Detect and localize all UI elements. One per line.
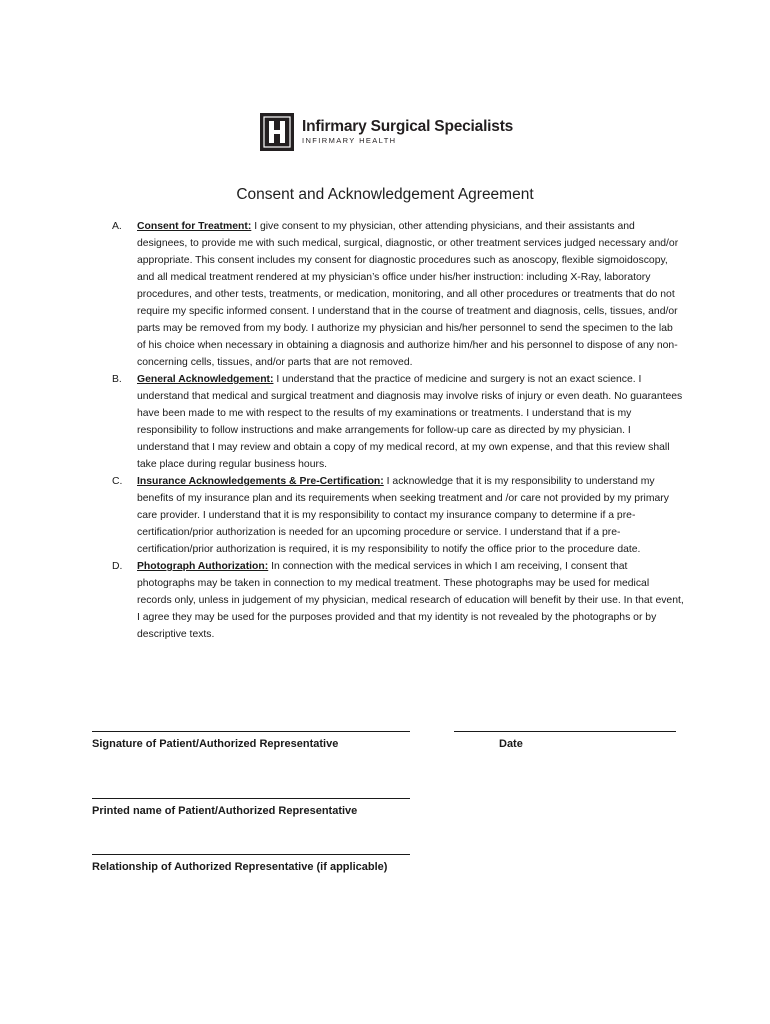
- relationship-label: Relationship of Authorized Representative (if applicable): [92, 861, 388, 873]
- document-title: Consent and Acknowledgement Agreement: [236, 186, 534, 203]
- clause-heading: Photograph Authorization:: [137, 561, 269, 572]
- patient-signature-line[interactable]: [92, 731, 410, 732]
- clause-letter: D.: [112, 561, 123, 572]
- clause-text: I understand that the practice of medicine and surgery is not an exact science. I understand that medical and surgical treatment and diagnosis may involve risks of injury or even death. No guarantees have been made to me with respect to the results of my examinations or treatments. I understand that is my responsibility to follow instructions and make arrangements for follow-up care as directed by my physician. I understand that I may review and obtain a copy of my medical record, at my own expense, and that this review shall take place during regular business hours.: [137, 374, 683, 470]
- clause-letter: C.: [112, 476, 123, 487]
- logo: [260, 112, 513, 152]
- clause-insurance-acknowledgements: [112, 473, 684, 558]
- logo-subtitle: INFIRMARY HEALTH: [302, 136, 397, 145]
- clause-text: I give consent to my physician, other attending physicians, and their assistants and designees, to provide me with such medical, surgical, diagnostic, or other treatment services judged necessary and/or appropriate. This consent includes my consent for diagnostic procedures such as anoscopy, flexible sigmoidoscopy, and all medical treatment rendered at my physician’s office under his/her instruction: including X-Ray, laboratory procedures, and other tests, treatments, or medication, monitoring, and all other procedures or treatments that do not require my specific informed consent. I understand that in the course of treatment and diagnosis, cells, tissues, and/or parts may be removed from my body. I authorize my physician and his/her personnel to send the specimen to the lab of his choice when necessary in obtaining a diagnosis and authorize him/her and his personnel to dispose of any non-concerning cells, tissues, and/or parts that are not removed.: [137, 221, 679, 368]
- clause-text: In connection with the medical services in which I am receiving, I consent that photographs may be taken in connection to my medical treatment. These photographs may be used for medical records only, unless in judgement of my physician, medical research of education will benefit by their use. In that event, I agree they may be used for the purposes provided and that my identity is not revealed by the photographs or by descriptive texts.: [137, 561, 684, 640]
- clause-general-acknowledgement: [112, 371, 684, 473]
- relationship-line[interactable]: [92, 854, 410, 855]
- clause-letter: A.: [112, 221, 122, 232]
- clause-list: [112, 218, 684, 643]
- logo-name: Infirmary Surgical Specialists: [302, 118, 514, 135]
- date-label: Date: [499, 738, 523, 750]
- clause-text: I acknowledge that it is my responsibility to understand my benefits of my insurance plan and its requirements when seeking treatment and /or care not provided by my primary care provider. I understand that it is my responsibility to contact my insurance company to determine if a pre-certification/prior authorization is needed for an upcoming procedure or service. I understand that if a pre-certification/prior authorization is required, it is my responsibility to notify the office prior to the procedure date.: [137, 476, 669, 555]
- logo-h-icon: [260, 113, 294, 151]
- clause-letter: B.: [112, 374, 122, 385]
- printed-name-label: Printed name of Patient/Authorized Representative: [92, 805, 358, 817]
- clause-consent-for-treatment: [112, 218, 684, 371]
- clause-photograph-authorization: [112, 558, 684, 643]
- clause-heading: Consent for Treatment:: [137, 221, 252, 232]
- patient-signature-label: Signature of Patient/Authorized Representative: [92, 738, 339, 750]
- printed-name-line[interactable]: [92, 798, 410, 799]
- clause-heading: Insurance Acknowledgements & Pre-Certification:: [137, 476, 384, 487]
- clause-heading: General Acknowledgement:: [137, 374, 274, 385]
- date-line[interactable]: [454, 731, 676, 732]
